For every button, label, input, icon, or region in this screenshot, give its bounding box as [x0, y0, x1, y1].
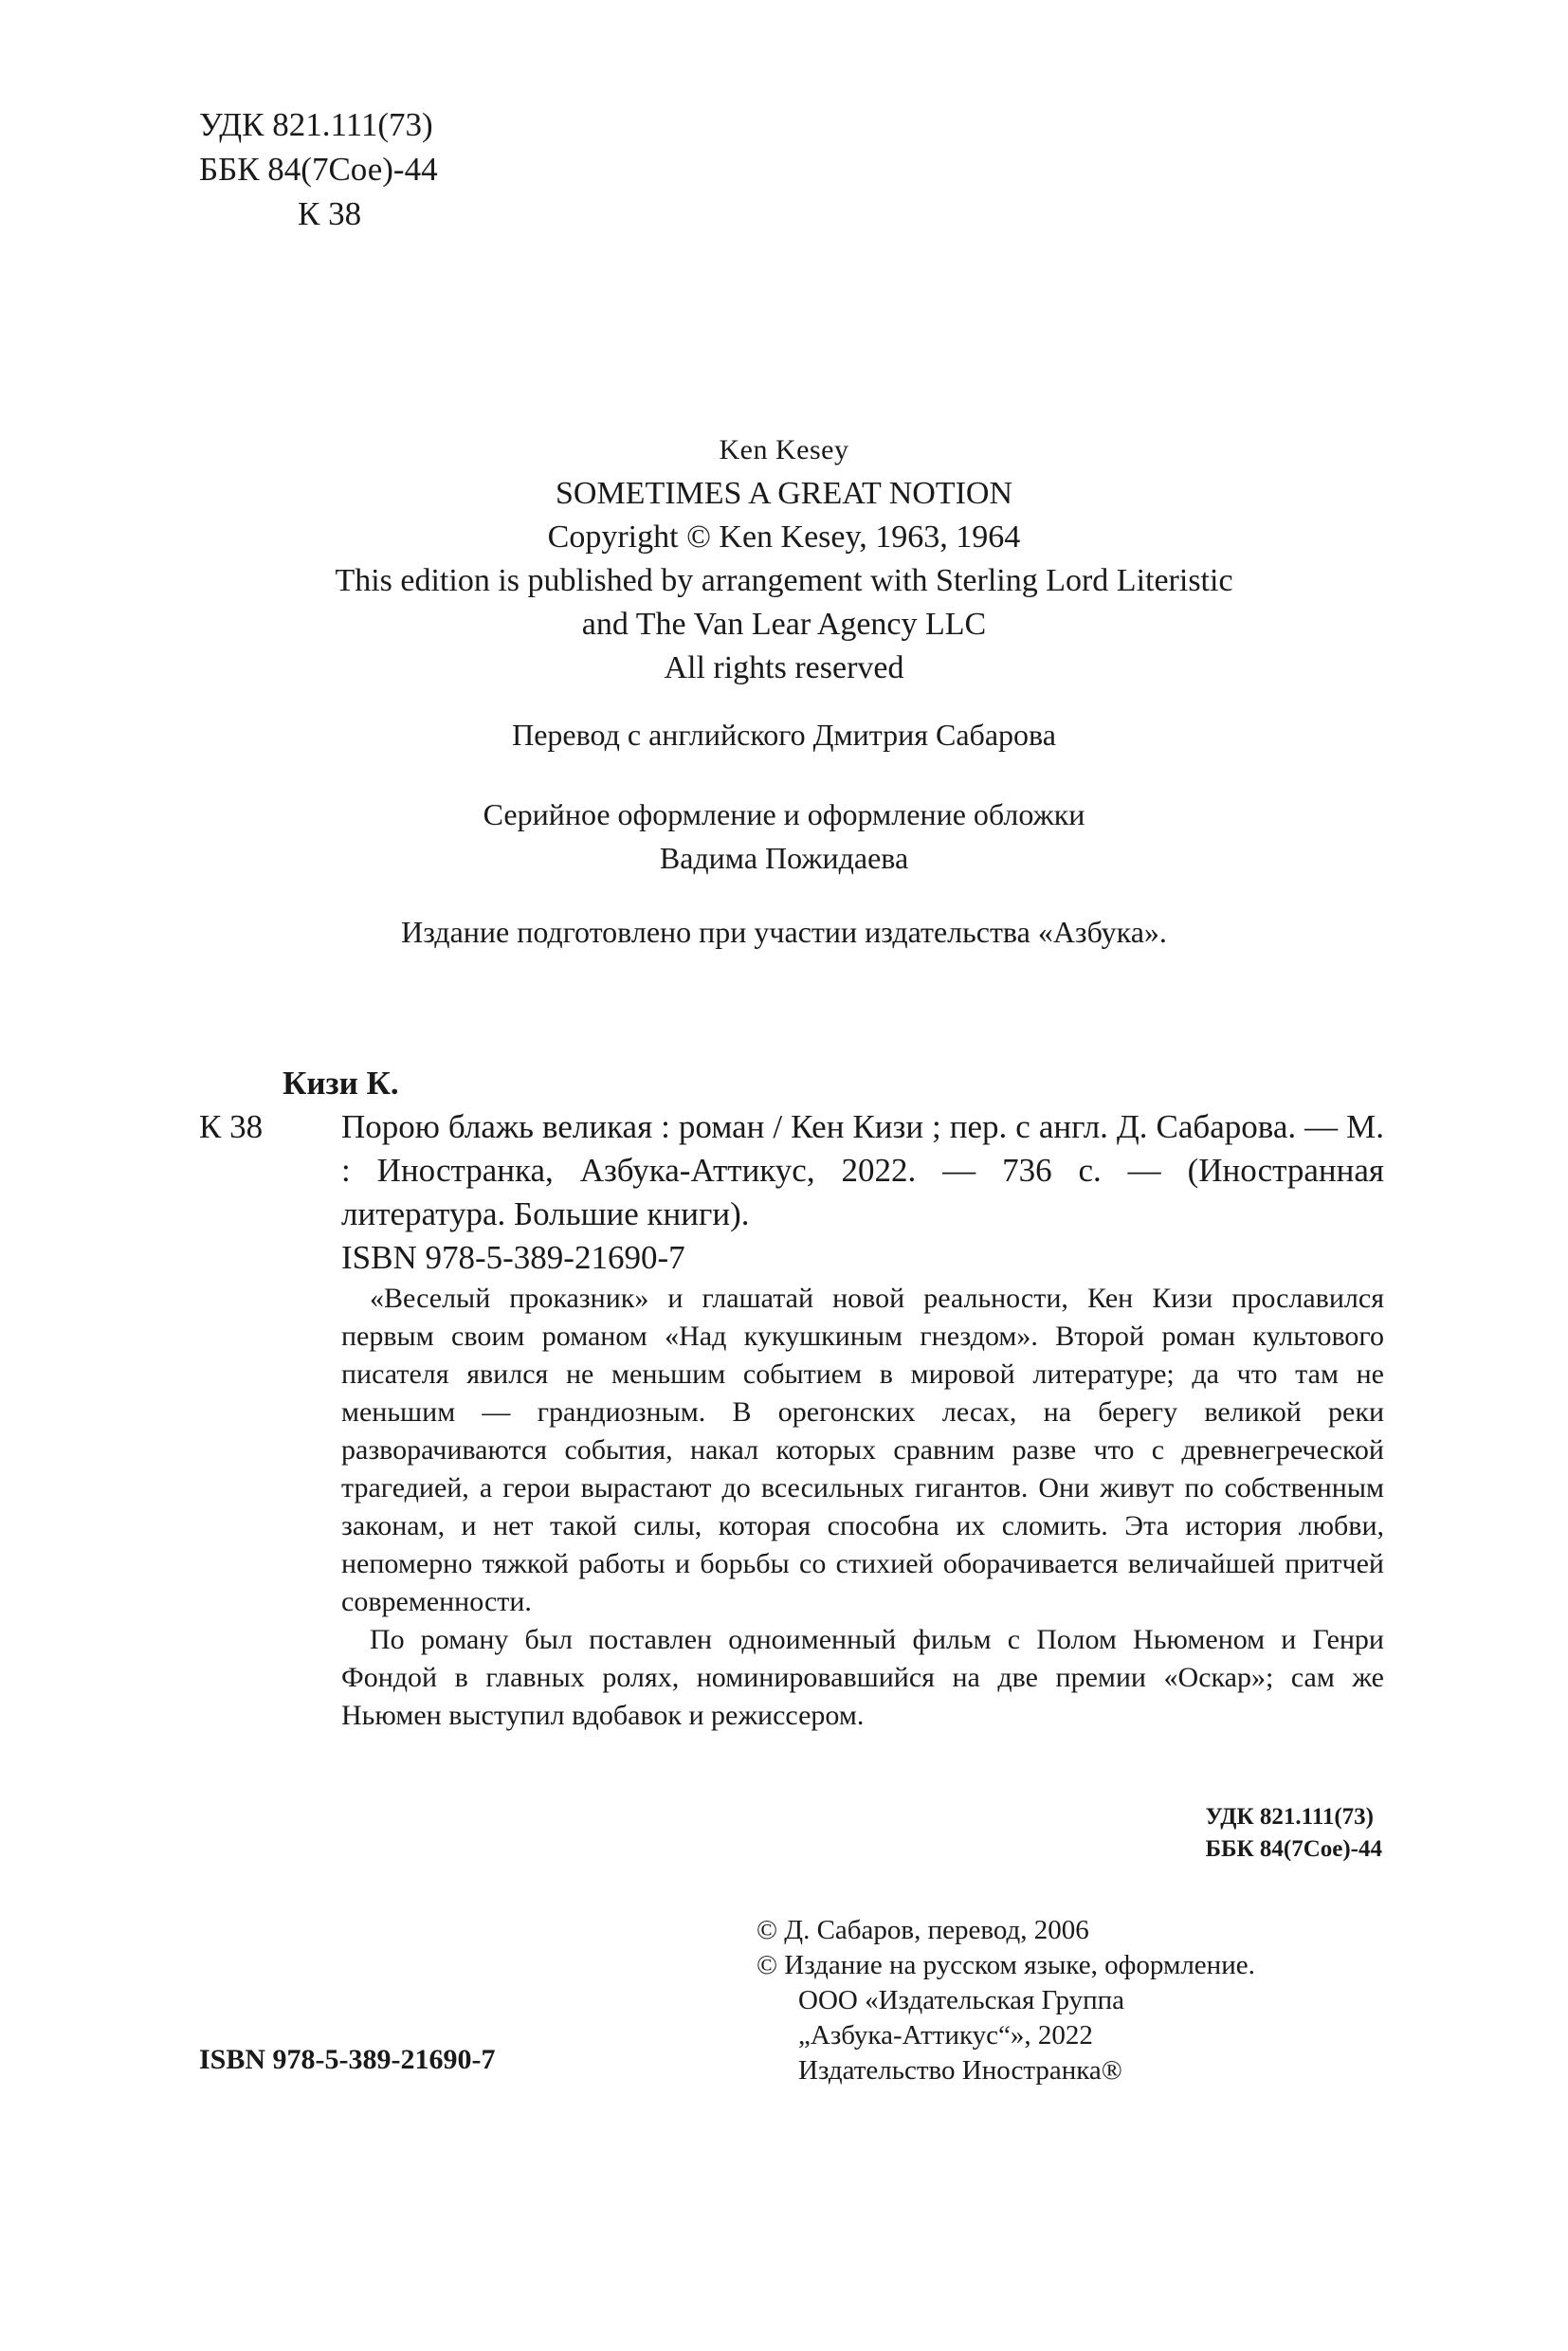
annotation-paragraph-2: По роману был поставлен одноименный фильм с Полом Ньюменом и Генри Фондой в главных ролях, номинировавшийся на две премии «Оскар»; сам же Ньюмен выступил вдобавок и режиссером.: [341, 1624, 1384, 1731]
top-classification: [199, 102, 438, 236]
design-credit: [0, 793, 1568, 880]
bottom-bbk: ББК 84(7Сое)-44: [1205, 1836, 1382, 1862]
design-credit-line-1: Серийное оформление и оформление обложки: [483, 797, 1085, 831]
isbn-bottom: ISBN 978-5-389-21690-7: [199, 2044, 496, 2075]
bbk-code: ББК 84(7Сое)-44: [199, 151, 438, 188]
translation-copyright: © Д. Сабаров, перевод, 2006: [757, 1915, 1089, 1945]
record-entry: [199, 1105, 1384, 1236]
design-credit-line-2: Вадима Пожидаева: [659, 841, 909, 875]
publisher-group-line-2: „Азбука-Аттикус“», 2022: [798, 2020, 1093, 2050]
publisher-name: Издательство Иностранка®: [798, 2055, 1122, 2086]
edition-copyright: © Издание на русском языке, оформление.: [757, 1950, 1255, 1980]
original-title: SOMETIMES A GREAT NOTION: [555, 476, 1012, 511]
record-code: К 38: [199, 1108, 264, 1145]
arrangement-line-2: and The Van Lear Agency LLC: [581, 607, 987, 642]
bottom-udk: УДК 821.111(73): [1205, 1804, 1374, 1830]
original-copyright-block: [0, 428, 1568, 690]
annotation-paragraph-1: «Веселый проказник» и глашатай новой реальности, Кен Кизи прославился первым своим романом «Над кукушкиным гнездом». Второй роман культового писателя явился не меньшим событием в мировой литературе; да что там не меньшим — грандиозным. В орегонских лесах, на берегу великой реки разворачиваются события, накал которых сравним разве что с древнегреческой трагедией, а герои вырастают до всесильных гигантов. Они живут по собственным законам, и нет такой силы, которая способна их сломить. Эта история любви, непомерно тяжкой работы и борьбы со стихией оборачивается величайшей притчей современности.: [341, 1283, 1384, 1617]
record-description: Порою блажь великая : роман / Кен Кизи ; пер. с англ. Д. Сабарова. — М. : Иностранка, Азбука-Аттикус, 2022. — 736 с. — (Иностранная литература. Большие книги).: [341, 1108, 1384, 1232]
record-isbn: ISBN 978-5-389-21690-7: [341, 1239, 685, 1276]
copyright-line: Copyright © Ken Kesey, 1963, 1964: [547, 519, 1021, 555]
author-sign: К 38: [298, 195, 362, 232]
bibliographic-record: [199, 1062, 1384, 1735]
annotation: [199, 1280, 1384, 1735]
publisher-group-line-1: ООО «Издательская Группа: [798, 1985, 1125, 2015]
edition-copyrights: [757, 1913, 1255, 2088]
prepared-note: Издание подготовлено при участии издательства «Азбука».: [401, 915, 1167, 949]
original-author: Ken Kesey: [719, 434, 849, 465]
record-author: Кизи К.: [283, 1065, 399, 1102]
udk-code: УДК 821.111(73): [199, 106, 433, 143]
bottom-classification: [1205, 1801, 1382, 1866]
rights-line: All rights reserved: [664, 650, 904, 685]
translator-credit: Перевод с английского Дмитрия Сабарова: [512, 718, 1056, 752]
arrangement-line-1: This edition is published by arrangement with Sterling Lord Literistic: [335, 563, 1233, 598]
